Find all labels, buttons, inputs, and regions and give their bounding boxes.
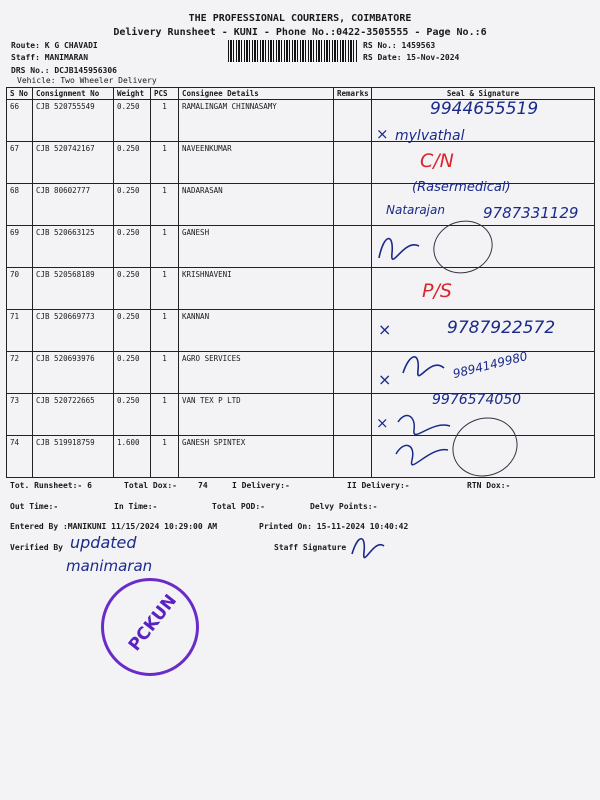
handwritten-note: (Rasermedical) [412,180,511,195]
handwritten-x-mark: × [378,320,392,339]
pcs: 1 [151,142,179,184]
consignee: GANESH SPINTEX [179,436,334,478]
consignee: NADARASAN [179,184,334,226]
delvy-points: Delvy Points:- [310,502,378,511]
sno: 66 [7,100,33,142]
runsheet-subtitle: Delivery Runsheet - KUNI - Phone No.:0422-3505555 - Page No.:6 [113,27,487,38]
consignment-no: CJB 519918759 [33,436,114,478]
pcs: 1 [151,268,179,310]
consignment-no: CJB 520663125 [33,226,114,268]
signature-scribble [392,410,456,466]
handwritten-x-mark: × [378,370,392,389]
pcs: 1 [151,436,179,478]
weight: 0.250 [114,310,151,352]
handwritten-phone: 9787922572 [447,318,556,338]
barcode [228,40,358,62]
handwritten-phone: 9944655519 [430,99,539,119]
sno: 72 [7,352,33,394]
consignee: RAMALINGAM CHINNASAMY [179,100,334,142]
sno: 71 [7,310,33,352]
pcs: 1 [151,184,179,226]
handwritten-ps-mark: P/S [422,280,452,302]
remarks [334,310,372,352]
verified-by: Verified By [10,543,63,552]
sno: 74 [7,436,33,478]
staff-signature: Staff Signature [274,543,347,552]
printed-on: Printed On: 15-11-2024 10:40:42 [259,522,409,531]
signature-scribble [374,228,424,268]
sno: 69 [7,226,33,268]
total-dox-label: Total Dox:- [124,481,177,490]
tot-runsheet: Tot. Runsheet:- 6 [10,481,92,490]
rtn-dox: RTN Dox:- [467,481,511,490]
consignee: NAVEENKUMAR [179,142,334,184]
weight: 0.250 [114,226,151,268]
route-label: Route: K G CHAVADI [11,41,98,50]
weight: 0.250 [114,100,151,142]
handwritten-name: manimaran [66,557,153,575]
table-row [7,142,595,184]
remarks [334,100,372,142]
rs-number: RS No.: 1459563 [363,41,436,50]
pcs: 1 [151,100,179,142]
consignment-no: CJB 520568189 [33,268,114,310]
consignment-no: CJB 80602777 [33,184,114,226]
table-header-row [7,88,595,100]
vehicle-label: Vehicle: Two Wheeler Delivery [17,76,157,85]
total-dox-value: 74 [198,481,208,490]
handwritten-name: mylvathal [395,128,465,144]
handwritten-note: updated [70,533,137,552]
weight: 0.250 [114,268,151,310]
remarks [334,394,372,436]
weight: 0.250 [114,184,151,226]
handwritten-cn-mark: C/N [420,150,454,172]
signature-cell [372,268,595,310]
col-remarks: Remarks [334,88,372,100]
weight: 0.250 [114,142,151,184]
sno: 70 [7,268,33,310]
sno: 73 [7,394,33,436]
consignment-no: CJB 520722665 [33,394,114,436]
consignment-no: CJB 520669773 [33,310,114,352]
handwritten-phone: 9787331129 [483,204,579,222]
consignee: AGRO SERVICES [179,352,334,394]
remarks [334,436,372,478]
weight: 1.600 [114,436,151,478]
remarks [334,226,372,268]
sno: 67 [7,142,33,184]
handwritten-phone: 9976574050 [432,392,522,408]
pcs: 1 [151,394,179,436]
sno: 68 [7,184,33,226]
in-time: In Time:- [114,502,158,511]
consignee: GANESH [179,226,334,268]
table-row [7,226,595,268]
signature-cell [372,142,595,184]
pcs: 1 [151,226,179,268]
drs-number: DRS No.: DCJB145956306 [11,66,117,75]
pckun-stamp [101,578,199,676]
company-title: THE PROFESSIONAL COURIERS, COIMBATORE [188,13,412,24]
weight: 0.250 [114,394,151,436]
consignee: VAN TEX P LTD [179,394,334,436]
consignment-no: CJB 520742167 [33,142,114,184]
col-pcs: PCS [151,88,179,100]
handwritten-name: Natarajan [386,203,445,217]
pcs: 1 [151,352,179,394]
total-pod: Total POD:- [212,502,265,511]
stamp-text: PCKUN [124,590,182,656]
signature-scribble [348,532,388,562]
consignee: KANNAN [179,310,334,352]
col-consignment: Consignment No [33,88,114,100]
col-weight: Weight [114,88,151,100]
entered-by: Entered By :MANIKUNI 11/15/2024 10:29:00 AM [10,522,218,531]
delivery-table [6,87,595,478]
ii-delivery: II Delivery:- [347,481,410,490]
rs-date: RS Date: 15-Nov-2024 [363,53,460,62]
col-sno: S No [7,88,33,100]
consignment-no: CJB 520693976 [33,352,114,394]
handwritten-phone: 9894149980 [451,348,529,382]
signature-scribble [398,348,448,384]
consignment-no: CJB 520755549 [33,100,114,142]
pcs: 1 [151,310,179,352]
col-signature: Seal & Signature [372,88,595,100]
remarks [334,352,372,394]
table-row [7,268,595,310]
handwritten-x-mark: × [376,125,389,143]
out-time: Out Time:- [10,502,59,511]
remarks [334,268,372,310]
consignee: KRISHNAVENI [179,268,334,310]
remarks [334,142,372,184]
staff-label: Staff: MANIMARAN [11,53,89,62]
handwritten-x-mark: × [376,414,389,432]
i-delivery: I Delivery:- [232,481,290,490]
weight: 0.250 [114,352,151,394]
remarks [334,184,372,226]
col-consignee: Consignee Details [179,88,334,100]
